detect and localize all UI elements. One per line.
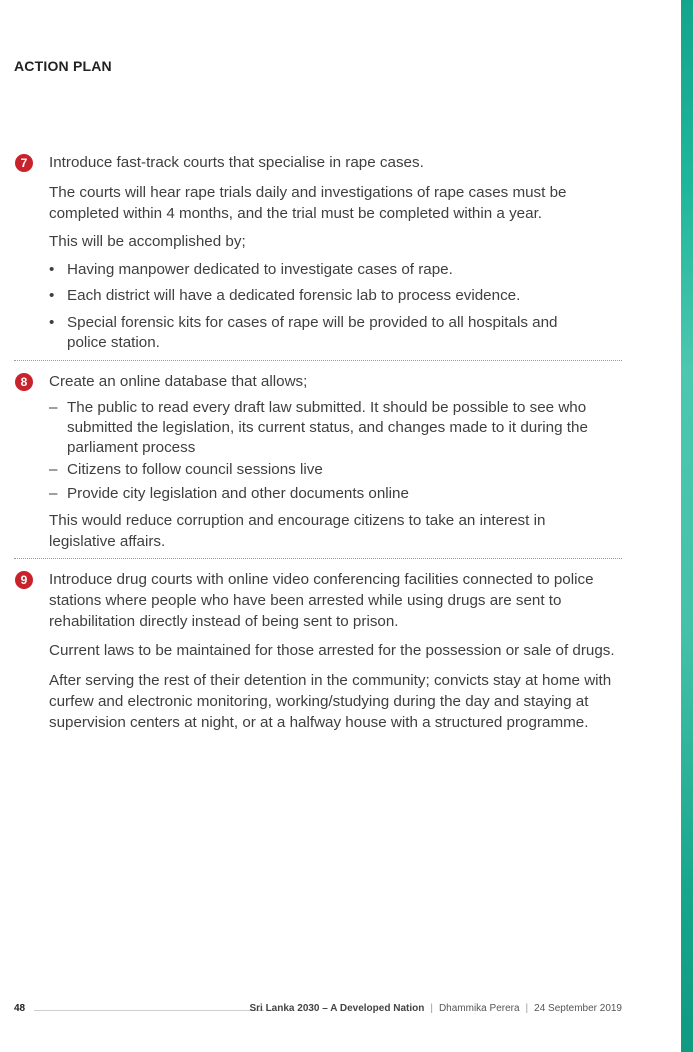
list-item-text: Provide city legislation and other documents online xyxy=(67,485,409,502)
item-paragraph-line: stations where people who have been arrested while using drugs are sent to xyxy=(49,592,562,609)
item-paragraph-line: Introduce drug courts with online video conferencing facilities connected to police xyxy=(49,571,594,588)
item-paragraph-line: curfew and electronic monitoring, working/studying during the day and staying at xyxy=(49,693,589,710)
side-accent-bar xyxy=(681,0,693,1052)
author-name: Dhammika Perera xyxy=(438,1003,520,1014)
list-item-text: parliament process xyxy=(67,439,196,456)
item-paragraph-line: legislative affairs. xyxy=(49,533,166,550)
item-intro: Introduce fast-track courts that specialise in rape cases. xyxy=(49,154,424,171)
dash-marker: – xyxy=(49,485,58,502)
section-divider xyxy=(14,558,622,559)
bullet-marker: • xyxy=(49,314,55,331)
item-paragraph-line: After serving the rest of their detention in the community; convicts stay at home with xyxy=(49,672,612,689)
item-number-badge: 7 xyxy=(15,154,33,172)
item-paragraph: This will be accomplished by; xyxy=(49,233,246,250)
list-item-text: The public to read every draft law submitted. It should be possible to see who xyxy=(67,399,587,416)
publication-date: 24 September 2019 xyxy=(534,1003,622,1014)
dash-marker: – xyxy=(49,399,58,416)
section-divider xyxy=(14,360,622,361)
bullet-marker: • xyxy=(49,261,55,278)
list-item-text: submitted the legislation, its current status, and changes made to it during the xyxy=(67,419,588,436)
list-item-text: Special forensic kits for cases of rape will be provided to all hospitals and xyxy=(67,314,558,331)
document-title: Sri Lanka 2030 – A Developed Nation xyxy=(249,1003,425,1014)
footer-info xyxy=(249,1003,622,1014)
footer-rule xyxy=(34,1010,264,1011)
list-item-text: police station. xyxy=(67,334,160,351)
page-number: 48 xyxy=(14,1003,26,1014)
item-paragraph-line: rehabilitation directly instead of being sent to prison. xyxy=(49,613,399,630)
list-item-text: Each district will have a dedicated forensic lab to process evidence. xyxy=(67,287,521,304)
item-intro: Create an online database that allows; xyxy=(49,373,308,390)
section-heading: ACTION PLAN xyxy=(14,58,112,74)
item-number-badge: 9 xyxy=(15,571,33,589)
item-paragraph-line: completed within 4 months, and the trial must be completed within a year. xyxy=(49,205,543,222)
item-paragraph-line: The courts will hear rape trials daily and investigations of rape cases must be xyxy=(49,184,567,201)
footer-separator: | xyxy=(525,1003,529,1014)
footer-separator: | xyxy=(430,1003,433,1014)
list-item-text: Citizens to follow council sessions live xyxy=(67,461,323,478)
item-paragraph-line: supervision centers at night, or at a halfway house with a structured programme. xyxy=(49,714,589,731)
item-paragraph: Current laws to be maintained for those arrested for the possession or sale of drugs. xyxy=(49,642,615,659)
list-item-text: Having manpower dedicated to investigate cases of rape. xyxy=(67,261,453,278)
item-paragraph-line: This would reduce corruption and encourage citizens to take an interest in xyxy=(49,512,546,529)
dash-marker: – xyxy=(49,461,58,478)
item-number-badge: 8 xyxy=(15,373,33,391)
bullet-marker: • xyxy=(49,287,55,304)
